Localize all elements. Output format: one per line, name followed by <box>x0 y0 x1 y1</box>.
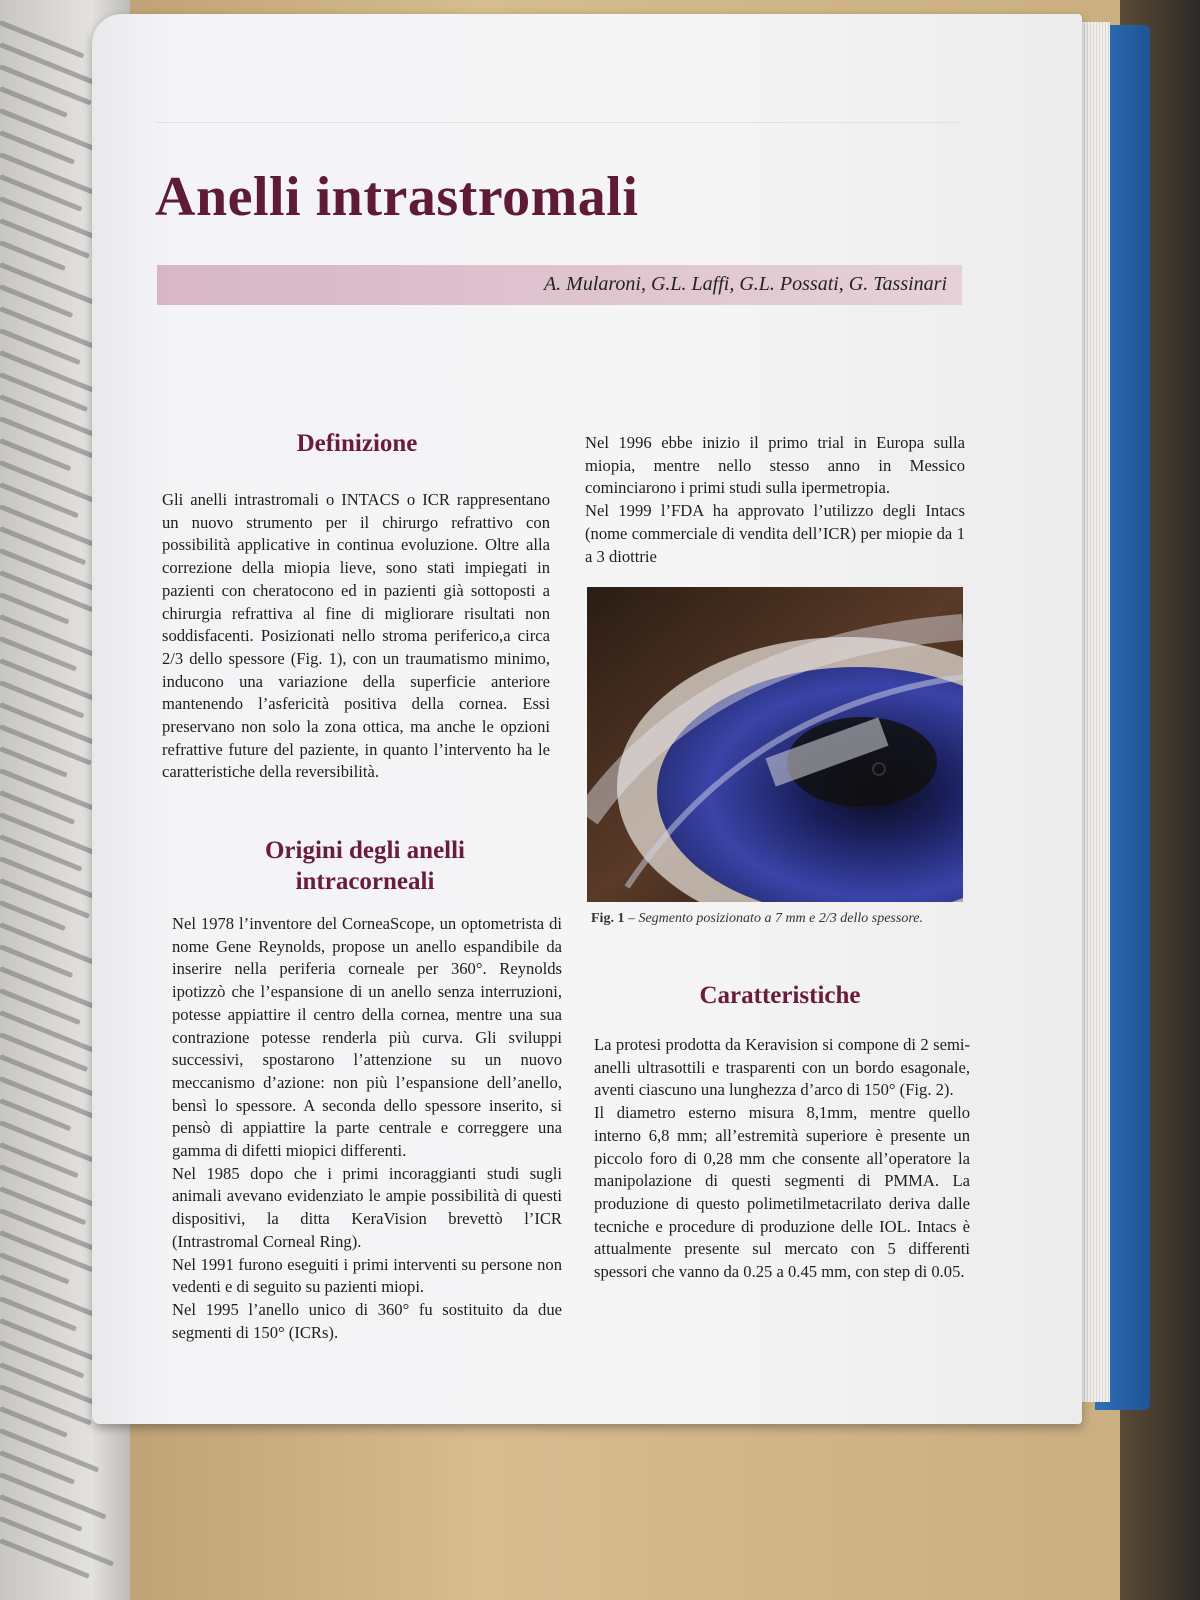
figure-eye-illustration <box>587 587 963 902</box>
definizione-text <box>162 489 550 784</box>
figure-caption <box>591 911 923 927</box>
left-page-text-line <box>0 1516 114 1566</box>
left-page-text-line <box>0 372 88 412</box>
heading-line: intracorneali <box>295 868 435 895</box>
left-page-text-line <box>0 1032 88 1072</box>
left-page-text-line <box>0 1472 107 1519</box>
left-page-text-line <box>0 966 105 1013</box>
left-page-text-line <box>0 1428 99 1472</box>
left-page-text-line <box>0 306 105 353</box>
left-page-text-line <box>0 614 101 659</box>
left-page-text-line <box>0 262 97 306</box>
left-page-text-line <box>0 1120 103 1166</box>
left-page-text-line <box>0 724 92 765</box>
left-page-text-line <box>0 1384 92 1425</box>
left-page-text-line <box>0 416 96 459</box>
left-page-text-line <box>0 218 90 259</box>
paragraph: Nel 1985 dopo che i primi incoraggianti studi sugli animali avevano evidenziato le ampie possibilità di questi dispositivi, la ditta KeraVision brevettò l’ICR (Intrastromal Corneal Ring). <box>172 1163 562 1251</box>
left-page-text-line <box>0 1076 96 1119</box>
paragraph: Gli anelli intrastromali o INTACS o ICR rappresentano un nuovo strumento per il chirurgo refrattivo con possibilità applicative in continua evoluzione. Oltre alla correzione della miopia lieve, sono stati impiegati in pazienti con cheratocono ed in pazienti già sottoposti a chirurgia refrattiva al fine di migliorare risultati non soddisfacenti. Posizionati nello stroma periferico,a circa 2/3 dello spessore (Fig. 1), con un traumatismo minimo, inducono una variazione della superficie anteriore mantenendo l’asfericità positiva della cornea. Essi preservano non solo la zona ottica, ma anche le opzioni refrattive future del paziente, in quanto l’intervento ha le caratteristiche della reversibilità. <box>162 490 550 782</box>
paragraph: Nel 1999 l’FDA ha approvato l’utilizzo degli Intacs (nome commerciale di vendita dell’ICR) per miopie da 1 a 3 diottrie <box>585 501 965 566</box>
page-title: Anelli intrastromali <box>155 166 639 228</box>
paragraph: Nel 1991 furono eseguiti i primi interventi su persone non vedenti e di seguito su pazienti miopi. <box>172 1254 562 1297</box>
left-page-text-line <box>0 878 90 919</box>
figure-caption-text: – Segmento posizionato a 7 mm e 2/3 dello spessore. <box>624 911 923 926</box>
paragraph: Nel 1996 ebbe inizio il primo trial in Europa sulla miopia, mentre nello stesso anno in Messico cominciarono i primi studi sulla ipermetropia. <box>585 433 965 498</box>
left-page-text-line <box>0 108 99 152</box>
paragraph: Il diametro esterno misura 8,1mm, mentre quello interno 6,8 mm; all’estremità superiore è presente un piccolo foro di 0,28 mm che consente all’operatore la manipolazione di questi segmenti di PMMA. La produzione di questo polimetilmetacrilato deriva dalle tecniche e procedure di produzione delle IOL. Intacs è attualmente presente sul mercato con 5 differenti spessori che vanno da 0.25 a 0.45 mm, con step di 0.05. <box>594 1103 970 1282</box>
left-page-text-line <box>0 922 97 966</box>
left-page-text-line <box>0 1186 86 1225</box>
left-page-text-line <box>0 768 99 812</box>
left-page-text-line <box>0 460 103 506</box>
left-page-text-line <box>0 152 107 199</box>
caratteristiche-text <box>594 1034 970 1284</box>
heading-definizione: Definizione <box>296 430 418 457</box>
running-head-rule <box>155 112 960 123</box>
heading-origini <box>170 835 560 897</box>
left-page-text-line <box>0 812 107 859</box>
figure-label: Fig. 1 <box>591 911 625 926</box>
left-page-text-line <box>0 1230 94 1272</box>
left-page-text-line <box>0 1538 90 1579</box>
paragraph: Nel 1995 l’anello unico di 360° fu sostituito da due segmenti di 150° (ICRs). <box>172 1299 562 1342</box>
author-bar <box>157 265 962 305</box>
paragraph: La protesi prodotta da Keravision si compone di 2 semi-anelli ultrasottili e trasparenti con un bordo esagonale, aventi ciascuno una lunghezza d’arco di 150° (Fig. 2). <box>594 1035 970 1100</box>
authors: A. Mularoni, G.L. Laffi, G.L. Possati, G. Tassinari <box>543 273 947 295</box>
left-page-text-line <box>0 20 84 58</box>
right-intro-text <box>585 432 965 568</box>
left-page-text-line <box>0 570 94 612</box>
heading-line: Origini degli anelli <box>264 837 465 864</box>
left-page-text-line <box>0 526 86 565</box>
origini-text <box>172 913 562 1344</box>
heading-caratteristiche: Caratteristiche <box>699 982 861 1009</box>
left-page-text-line <box>0 1274 101 1319</box>
paragraph: Nel 1978 l’inventore del CorneaScope, un optometrista di nome Gene Reynolds, propose un anello espandibile da inserire nella periferia corneale per 360°. Reynolds ipotizzò che l’espansione di un anello senza interruzioni, potesse appiattire il centro della cornea, mentre una sua contrazione potesse renderla più curva. Gli sviluppi successivi, spostarono l’attenzione su un nuovo meccanismo d’azione: non più l’espansione dell’anello, bensì lo spessore. A seconda dello spessore inserito, si pensò di appiattire la parte centrale e correggere una gamma di difetti miopici differenti. <box>172 914 562 1161</box>
left-page-text-line <box>0 64 92 105</box>
